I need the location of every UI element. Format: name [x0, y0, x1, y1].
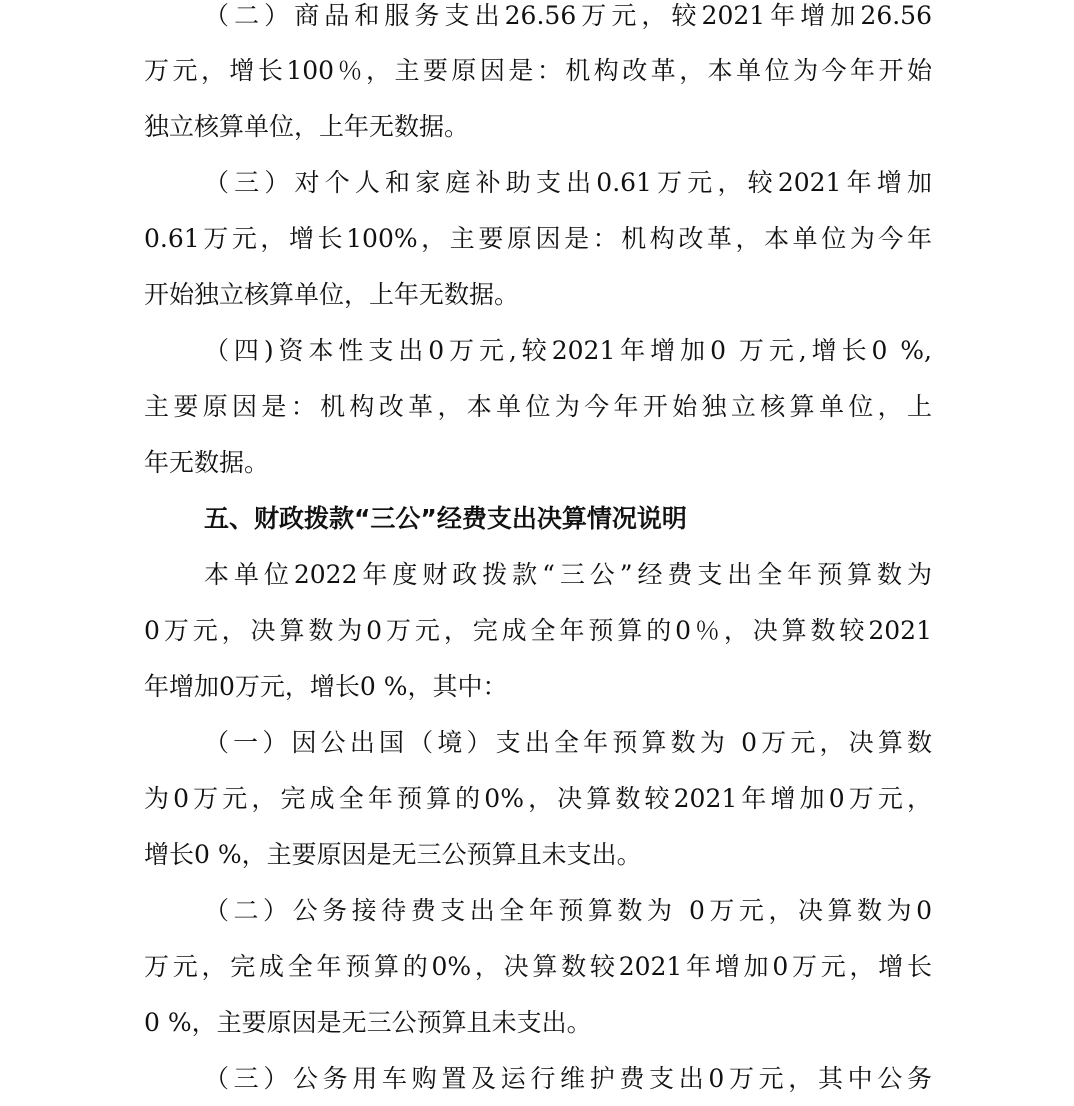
paragraph-line: 主要原因是：机构改革，本单位为今年开始独立核算单位，上 — [144, 392, 932, 421]
paragraph-line: （四)资本性支出0万元,较2021年增加0 万元,增长0 %, — [204, 336, 932, 365]
paragraph-line: （二）公务接待费支出全年预算数为 0万元，决算数为0 — [204, 896, 932, 925]
paragraph-line: 年增加0万元，增长0 %，其中： — [144, 672, 508, 701]
paragraph-line: （二）商品和服务支出26.56万元，较2021年增加26.56 — [204, 1, 932, 30]
paragraph-line: 0.61万元，增长100%，主要原因是：机构改革，本单位为今年 — [144, 224, 932, 253]
paragraph-line: 增长0 %，主要原因是无三公预算且未支出。 — [144, 840, 642, 869]
paragraph-line: （三）公务用车购置及运行维护费支出0万元，其中公务 — [204, 1064, 932, 1093]
paragraph-line: 0 %，主要原因是无三公预算且未支出。 — [144, 1008, 592, 1037]
section-heading: 五、财政拨款“三公”经费支出决算情况说明 — [204, 504, 687, 533]
paragraph-line: 为0万元，完成全年预算的0%，决算数较2021年增加0万元， — [144, 784, 932, 813]
paragraph-line: 0万元，决算数为0万元，完成全年预算的0％，决算数较2021 — [144, 616, 932, 645]
paragraph-line: 本单位2022年度财政拨款“三公”经费支出全年预算数为 — [204, 560, 932, 589]
paragraph-line: 开始独立核算单位，上年无数据。 — [144, 280, 520, 309]
paragraph-line: 万元，完成全年预算的0%，决算数较2021年增加0万元，增长 — [144, 952, 932, 981]
paragraph-line: 年无数据。 — [144, 448, 270, 477]
paragraph-line: （三）对个人和家庭补助支出0.61万元，较2021年增加 — [204, 168, 932, 197]
paragraph-line: （一）因公出国（境）支出全年预算数为 0万元，决算数 — [204, 728, 932, 757]
paragraph-line: 万元，增长100％，主要原因是：机构改革，本单位为今年开始 — [144, 56, 932, 85]
paragraph-line: 独立核算单位，上年无数据。 — [144, 112, 470, 141]
